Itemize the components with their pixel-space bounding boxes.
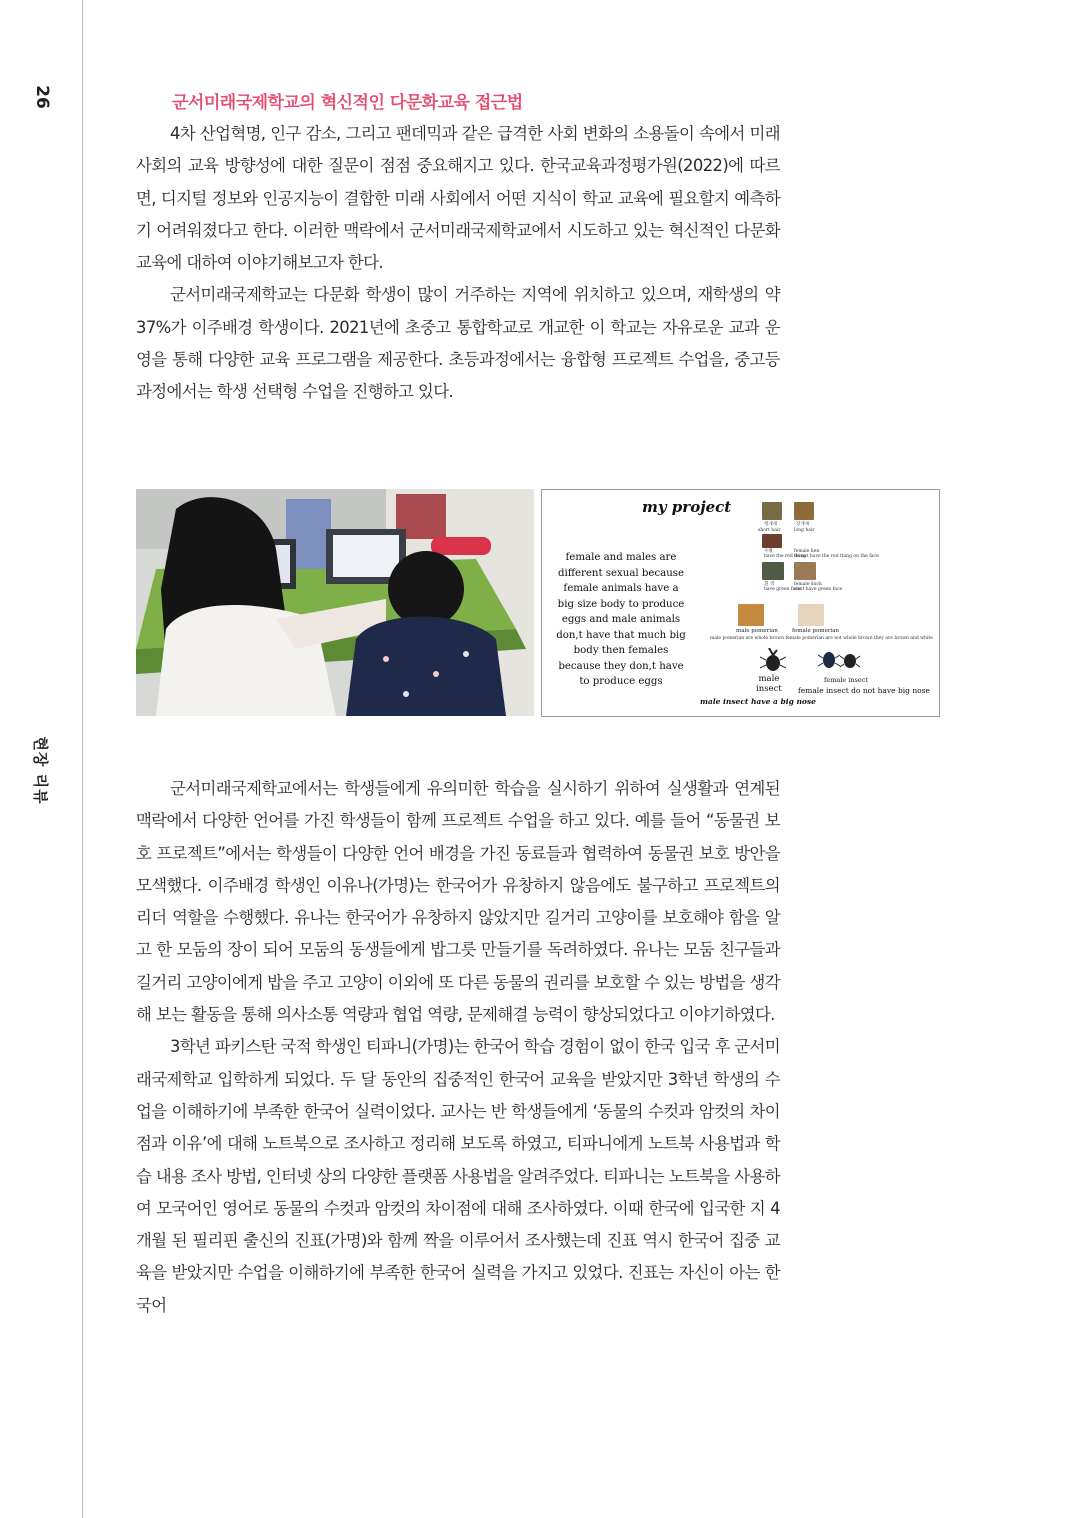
- poster-caption: short hair: [758, 528, 781, 533]
- paragraph: 군서미래국제학교에서는 학생들에게 유의미한 학습을 실시하기 위하여 실생활과 연계된 맥락에서 다양한 언어를 가진 학생들이 함께 프로젝트 수업을 하고 있다. 예를 들어 “동물권 보호 프로젝트”에서는 학생들이 다양한 언어 배경을 가진 동료들과 협력하여 동물권 보호 방안을 모색했다. 이주배경 학생인 이유나(가명)는 한국어가 유창하지 않음에도 불구하고 프로젝트의 리더 역할을 수행했다. 유나는 한국어가 유창하지 않았지만 길거리 고양이를 보호해야 함을 알고 한 모둠의 장이 되어 모둠의 동생들에게 밥그릇 만들기를 독려하였다. 유나는 모둠 친구들과 길거리 고양이에게 밥을 주고 고양이 이외에 또 다른 동물의 권리를 보호할 수 있는 방법을 생각해 보는 활동을 통해 의사소통 역량과 협업 역량, 문제해결 능력이 향상되었다고 이야기하였다.: [136, 779, 780, 1025]
- bird-picture: [794, 502, 814, 520]
- duck-picture: [794, 562, 816, 580]
- rooster-picture: [762, 534, 782, 548]
- project-poster: [541, 489, 940, 717]
- poster-title: my project: [642, 498, 732, 516]
- poster-caption: female pomerian: [792, 628, 840, 634]
- poster-caption: long hair: [794, 528, 815, 533]
- poster-caption: 장개새: [796, 522, 810, 527]
- poster-caption: female duck dont have green face: [794, 582, 843, 592]
- poster-caption: 청개새: [764, 522, 778, 527]
- paragraph: 3학년 파키스탄 국적 학생인 티파니(가명)는 한국어 학습 경험이 없이 한국 입국 후 군서미래국제학교 입학하게 되었다. 두 달 동안의 집중적인 한국어 교육을 받았지만 3학년 학생의 수업을 이해하기에 부족한 한국어 실력이었다. 교사는 반 학생들에게 ‘동물의 수컷과 암컷의 차이점과 이유’에 대해 노트북으로 조사하고 정리해 보도록 하였고, 티파니에게 노트북 사용법과 학습 내용 조사 방법, 인터넷 상의 다양한 플랫폼 사용법을 알려주었다. 티파니는 노트북을 사용하여 모국어인 영어로 동물의 수컷과 암컷의 차이점에 대해 조사하였다. 이때 한국에 입국한 지 4개월 된 필리핀 출신의 진표(가명)와 함께 짝을 이루어서 조사했는데 진표 역시 한국어 집중 교육을 받았지만 수업을 이해하기에 부족한 한국어 실력을 가지고 있었다. 진표는 자신이 아는 한국어: [136, 1037, 780, 1315]
- margin-rule: [82, 0, 83, 1518]
- poster-caption: female hen do not have the red thing on the face: [794, 549, 879, 559]
- beetle-picture: [760, 648, 786, 672]
- poster-bottom-note: male insect have a big nose: [700, 697, 816, 706]
- page-number: 26: [31, 85, 52, 109]
- poster-caption: female insect: [824, 676, 868, 684]
- classroom-photo-drawing: [136, 489, 534, 716]
- body-text-top: [136, 118, 780, 409]
- section-heading: 군서미래국제학교의 혁신적인 다문화교육 접근법: [172, 93, 523, 113]
- poster-caption: female insect do not have big nose: [798, 686, 930, 695]
- poster-caption: 흰 색 have green face: [764, 582, 801, 592]
- poster-caption: male pomerian are whole brown female pomerian are not whole brown they are brown and white: [710, 636, 933, 641]
- classroom-photo: [136, 489, 534, 716]
- body-text-bottom: [136, 773, 780, 1322]
- bird-picture: [762, 502, 782, 520]
- poster-caption: male pomerian: [736, 628, 778, 634]
- paragraph: 4차 산업혁명, 인구 감소, 그리고 팬데믹과 같은 급격한 사회 변화의 소용돌이 속에서 미래 사회의 교육 방향성에 대한 질문이 점점 중요해지고 있다. 한국교육과정평가원(2022)에 따르면, 디지털 정보와 인공지능이 결합한 미래 사회에서 어떤 지식이 학교 교육에 필요할지 예측하기 어려워졌다고 한다. 이러한 맥락에서 군서미래국제학교에서 시도하고 있는 혁신적인 다문화교육에 대하여 이야기해보고자 한다.: [136, 124, 780, 273]
- pomeranian-picture: [798, 604, 824, 626]
- poster-left-text: female and males are different sexual because female animals have a big size body to produce eggs and male animals don,t have that much big body then females because they don,t have to produce eggs: [556, 552, 686, 687]
- paragraph: 군서미래국제학교는 다문화 학생이 많이 거주하는 지역에 위치하고 있으며, 재학생의 약 37%가 이주배경 학생이다. 2021년에 초중고 통합학교로 개교한 이 학교는 자유로운 교과 운영을 통해 다양한 교육 프로그램을 제공한다. 초등과정에서는 융합형 프로젝트 수업을, 중고등과정에서는 학생 선택형 수업을 진행하고 있다.: [136, 285, 780, 402]
- poster-caption: 수꿩 have the red thing: [764, 549, 807, 559]
- beetle-picture: [818, 648, 840, 670]
- duck-picture: [762, 562, 784, 580]
- beetle-picture: [840, 650, 860, 670]
- section-label: 현장 리뷰: [31, 736, 50, 805]
- poster-caption: male insect: [756, 674, 782, 694]
- pomeranian-picture: [738, 604, 764, 626]
